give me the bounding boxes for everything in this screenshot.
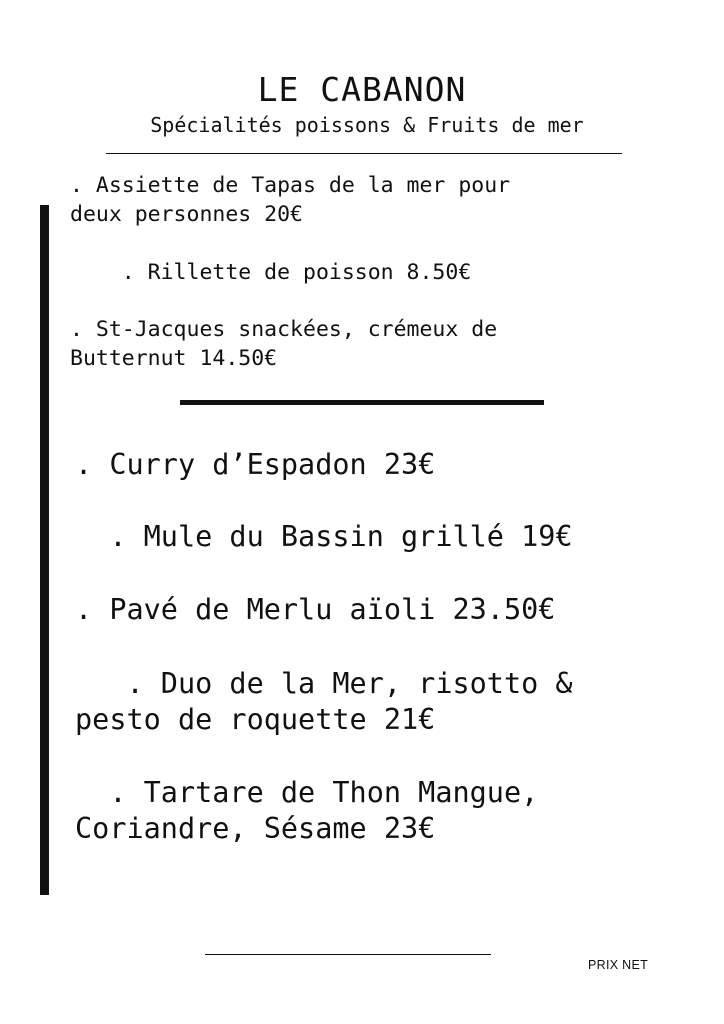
main-item-tartare: . Tartare de Thon Mangue, Coriandre, Sésame 23€: [75, 776, 539, 845]
bottom-divider: [205, 954, 491, 955]
main-item-mule: . Mule du Bassin grillé 19€: [75, 520, 573, 553]
side-bar-decoration: [40, 205, 49, 895]
starter-item-rillette: . Rillette de poisson 8.50€: [70, 260, 472, 285]
middle-divider: [180, 400, 544, 405]
main-item-duo: . Duo de la Mer, risotto & pesto de roquette 21€: [75, 667, 573, 736]
restaurant-subtitle: Spécialités poissons & Fruits de mer: [150, 113, 584, 137]
main-item-merlu: . Pavé de Merlu aïoli 23.50€: [75, 593, 556, 626]
restaurant-name: LE CABANON: [257, 70, 467, 109]
price-note: PRIX NET: [588, 958, 649, 972]
main-item-curry: . Curry d’Espadon 23€: [75, 448, 436, 481]
top-divider: [106, 153, 622, 154]
starter-item-tapas: . Assiette de Tapas de la mer pour deux personnes 20€: [70, 173, 511, 227]
starter-item-st-jacques: . St-Jacques snackées, crémeux de Butternut 14.50€: [70, 317, 498, 371]
